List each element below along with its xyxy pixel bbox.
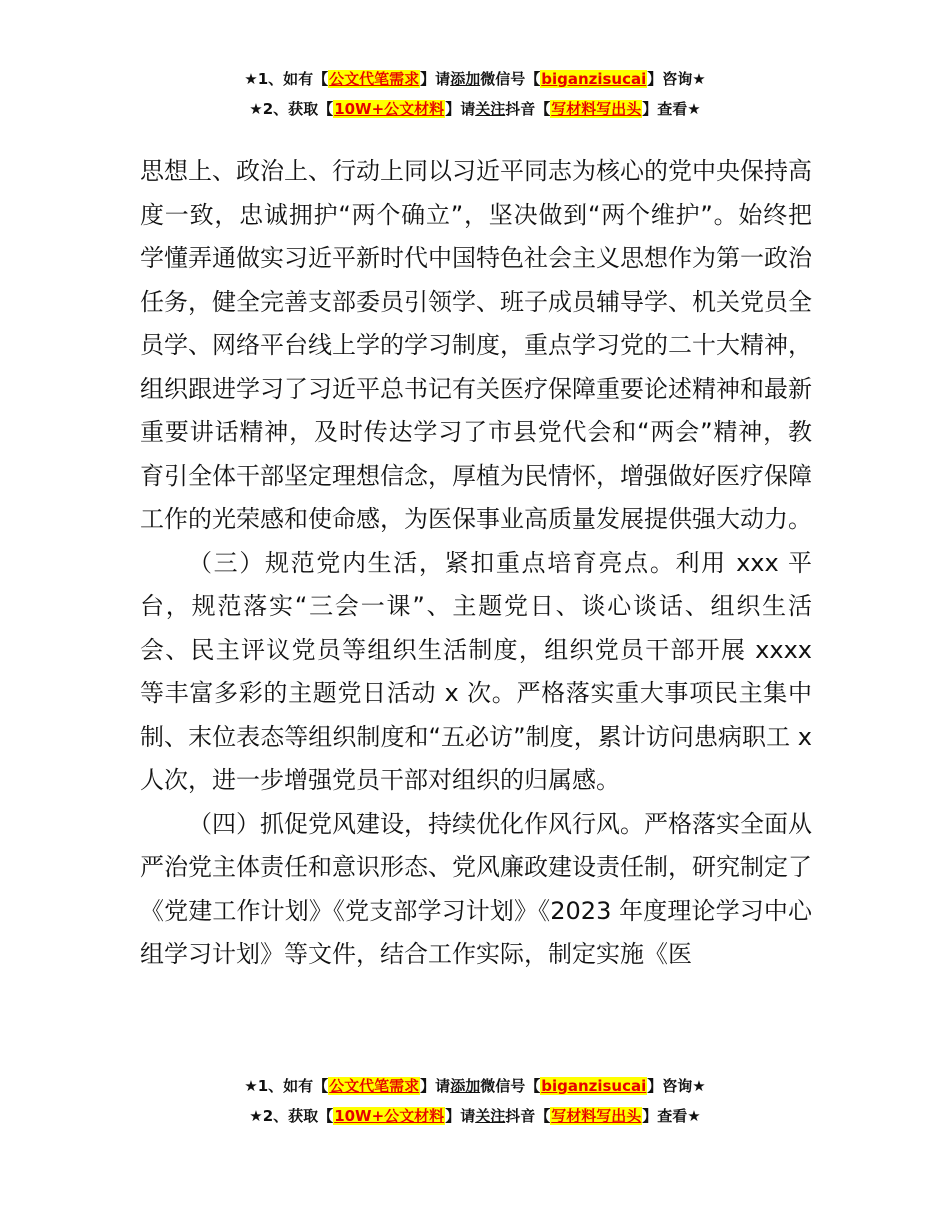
banner-line-2 [0,94,950,124]
highlight-materials: 10W+公文材料 [334,1107,445,1125]
banner-underlined-text: 关注 [475,1107,506,1125]
header-banner [0,64,950,124]
paragraph-2: （三）规范党内生活，紧扣重点培育亮点。利用 xxx 平台，规范落实“三会一课”、主题党日、谈心谈话、组织生活会、民主评议党员等组织生活制度，组织党员干部开展 xxxx 等丰富多彩的主题党日活动 x 次。严格落实重大事项民主集中制、末位表态等组织制度和“五必访”制度，累计访问患病职工 x 人次，进一步增强党员干部对组织的归属感。 [140,548,812,794]
banner-text: 】请 [420,70,451,88]
banner-text: 】查看★ [642,100,701,118]
highlight-douyin-account: 写材料写出头 [551,1107,642,1125]
highlight-wechat-id: biganzisucai [541,1077,647,1095]
highlight-materials: 10W+公文材料 [334,100,445,118]
banner-text: 】请 [420,1077,451,1095]
banner-text: 】咨询★ [647,70,706,88]
banner-line-1 [0,64,950,94]
banner-text: ★1、如有【 [244,70,329,88]
footer-banner [0,1071,950,1131]
banner-text: 】查看★ [642,1107,701,1125]
banner-text: 抖音【 [505,1107,551,1125]
paragraph-3: （四）抓促党风建设，持续优化作风行风。严格落实全面从严治党主体责任和意识形态、党风廉政建设责任制，研究制定了《党建工作计划》《党支部学习计划》《2023 年度理论学习中心组学习计划》等文件，结合工作实际，制定实施《医 [140,809,812,968]
banner-text: 微信号【 [480,1077,541,1095]
banner-text: ★2、获取【 [249,1107,334,1125]
highlight-service: 公文代笔需求 [329,70,420,88]
banner-text: ★1、如有【 [244,1077,329,1095]
highlight-service: 公文代笔需求 [329,1077,420,1095]
document-body [140,150,812,977]
banner-underlined-text: 添加 [450,70,481,88]
banner-text: ★2、获取【 [249,100,334,118]
banner-text: 】请 [445,100,476,118]
banner-line-1 [0,1071,950,1101]
banner-underlined-text: 添加 [450,1077,481,1095]
banner-text: 】请 [445,1107,476,1125]
paragraph-1: 思想上、政治上、行动上同以习近平同志为核心的党中央保持高度一致，忠诚拥护“两个确立”，坚决做到“两个维护”。始终把学懂弄通做实习近平新时代中国特色社会主义思想作为第一政治任务，健全完善支部委员引领学、班子成员辅导学、机关党员全员学、网络平台线上学的学习制度，重点学习党的二十大精神，组织跟进学习了习近平总书记有关医疗保障重要论述精神和最新重要讲话精神，及时传达学习了市县党代会和“两会”精神，教育引全体干部坚定理想信念，厚植为民情怀，增强做好医疗保障工作的光荣感和使命感，为医保事业高质量发展提供强大动力。 [140,157,812,533]
banner-underlined-text: 关注 [475,100,506,118]
highlight-douyin-account: 写材料写出头 [551,100,642,118]
banner-text: 微信号【 [480,70,541,88]
banner-text: 】咨询★ [647,1077,706,1095]
banner-line-2 [0,1101,950,1131]
highlight-wechat-id: biganzisucai [541,70,647,88]
banner-text: 抖音【 [505,100,551,118]
